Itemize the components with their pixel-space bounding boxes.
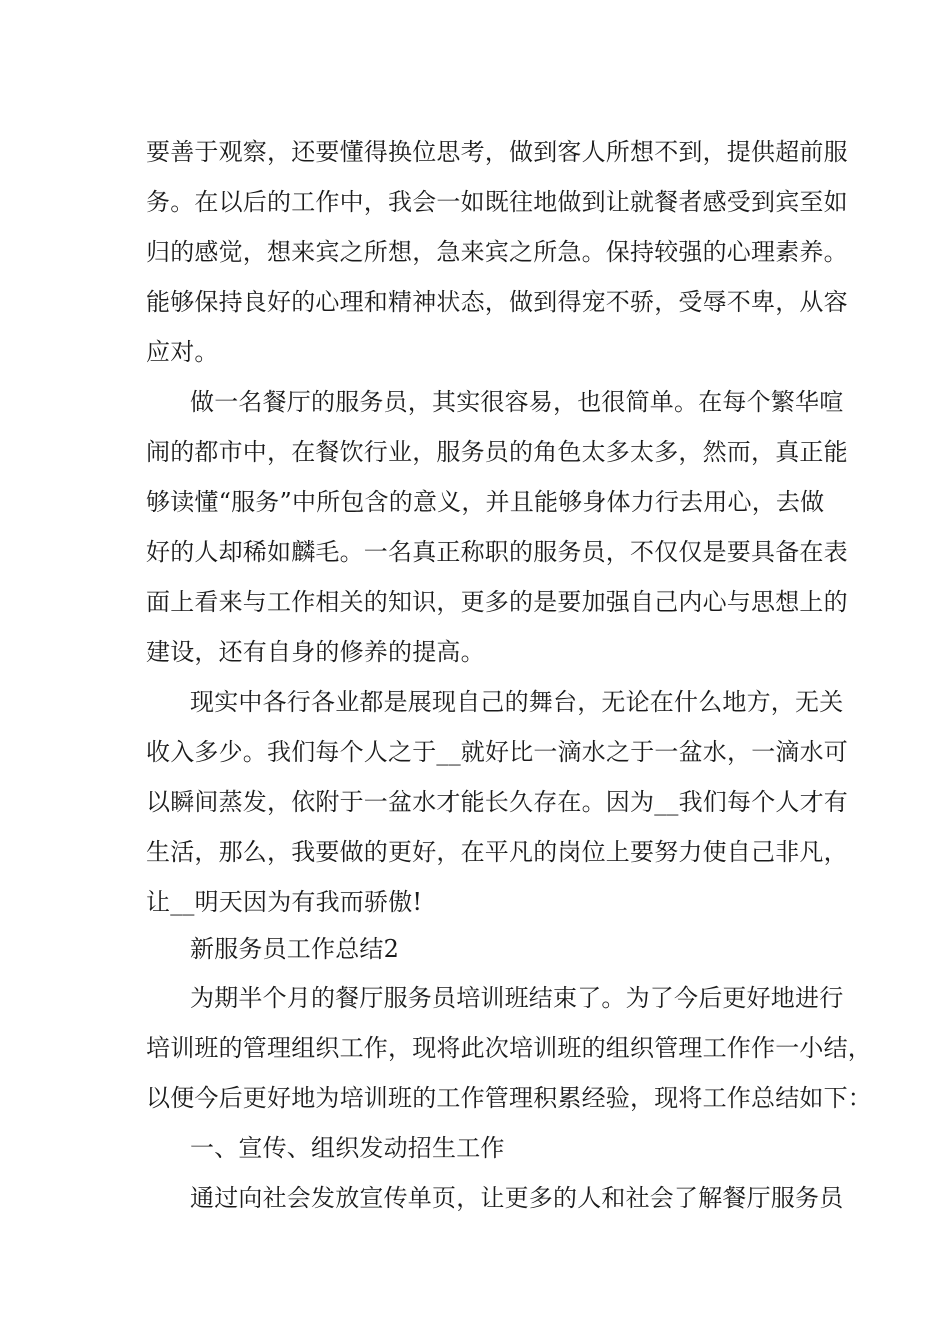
text-line: 能够保持良好的心理和精神状态，做到得宠不骄，受辱不卑，从容 (146, 288, 848, 316)
text-line: 够读懂“服务”中所包含的意义，并且能够身体力行去用心，去做 (146, 488, 825, 516)
text-line: 培训班的管理组织工作，现将此次培训班的组织管理工作作一小结， (146, 1034, 872, 1062)
text-line: 以瞬间蒸发，依附于一盆水才能长久存在。因为__我们每个人才有 (146, 788, 848, 816)
paragraph-first-line: 通过向社会发放宣传单页，让更多的人和社会了解餐厅服务员 (190, 1184, 844, 1212)
text-line: 以便今后更好地为培训班的工作管理积累经验，现将工作总结如下： (146, 1084, 872, 1112)
text-line: 闹的都市中，在餐饮行业，服务员的角色太多太多，然而，真正能 (146, 438, 848, 466)
text-line: 让__明天因为有我而骄傲! (146, 888, 423, 916)
text-line: 面上看来与工作相关的知识，更多的是要加强自己内心与思想上的 (146, 588, 848, 616)
text-line: 归的感觉，想来宾之所想，急来宾之所急。保持较强的心理素养。 (146, 238, 848, 266)
paragraph-first-line: 做一名餐厅的服务员，其实很容易，也很简单。在每个繁华喧 (190, 388, 844, 416)
paragraph-first-line: 为期半个月的餐厅服务员培训班结束了。为了今后更好地进行 (190, 984, 844, 1012)
text-line: 务。在以后的工作中，我会一如既往地做到让就餐者感受到宾至如 (146, 188, 848, 216)
text-line: 应对。 (146, 338, 219, 366)
text-line: 好的人却稀如麟毛。一名真正称职的服务员，不仅仅是要具备在表 (146, 538, 848, 566)
paragraph-first-line: 现实中各行各业都是展现自己的舞台，无论在什么地方，无关 (190, 688, 844, 716)
text-line: 收入多少。我们每个人之于__就好比一滴水之于一盆水，一滴水可 (146, 738, 848, 766)
text-line: 生活，那么，我要做的更好，在平凡的岗位上要努力使自己非凡， (146, 838, 848, 866)
subsection-heading: 一、宣传、组织发动招生工作 (190, 1134, 505, 1162)
section-heading: 新服务员工作总结2 (190, 935, 400, 963)
text-line: 要善于观察，还要懂得换位思考，做到客人所想不到，提供超前服 (146, 138, 848, 166)
text-line: 建设，还有自身的修养的提高。 (146, 638, 485, 666)
